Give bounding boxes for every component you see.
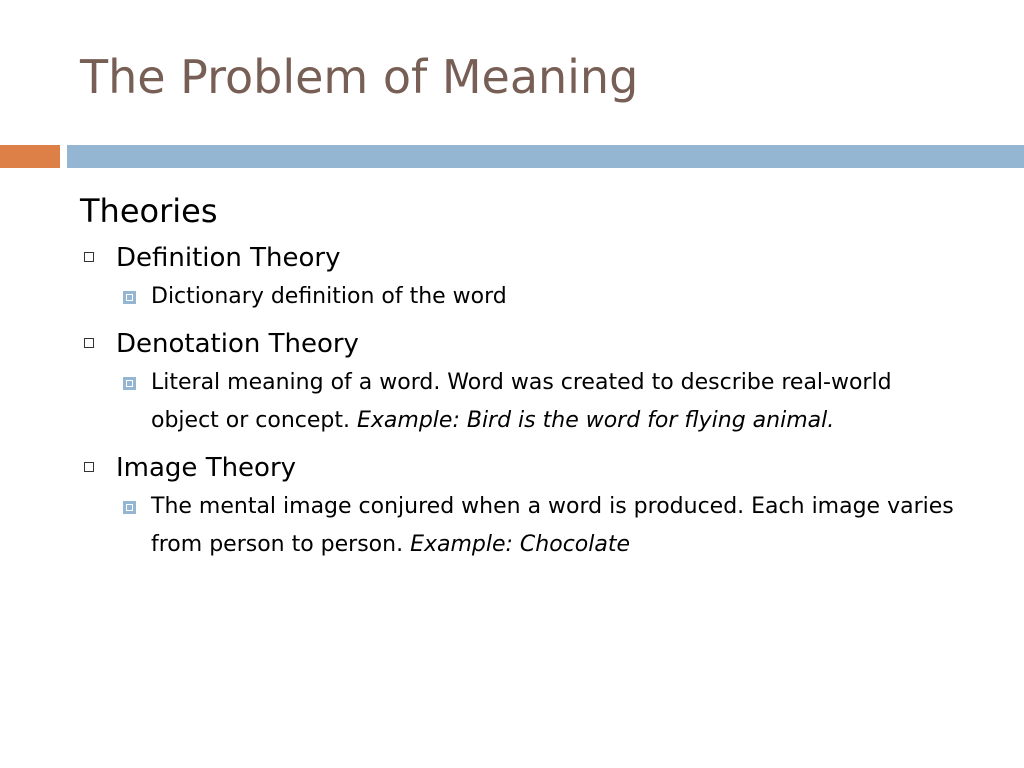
filled-square-bullet-icon [123, 377, 136, 390]
filled-square-bullet-icon [123, 291, 136, 304]
theory-item [80, 240, 960, 316]
theory-example: Example: Bird is the word for flying animal. [357, 408, 835, 434]
bullet-level-1 [80, 326, 960, 362]
slide-body [80, 192, 960, 564]
bullet-level-1 [80, 240, 960, 276]
section-heading: Theories [80, 192, 218, 230]
theory-item [80, 326, 960, 440]
theory-detail: The mental image conjured when a word is produced. Each image varies from person to person. [151, 494, 954, 558]
filled-square-bullet-icon [123, 501, 136, 514]
hollow-square-bullet-icon [84, 252, 94, 262]
bullet-level-1 [80, 450, 960, 486]
theory-label: Image Theory [116, 453, 297, 484]
hollow-square-bullet-icon [84, 462, 94, 472]
bullet-level-2 [80, 278, 960, 316]
header-bar [67, 145, 1024, 168]
accent-bar [0, 145, 60, 168]
bullet-level-2 [80, 364, 960, 440]
theory-label: Denotation Theory [116, 329, 359, 360]
theory-detail: Dictionary definition of the word [151, 284, 507, 310]
bullet-level-2 [80, 488, 960, 564]
theory-example: Example: Chocolate [410, 532, 631, 558]
theory-label: Definition Theory [116, 243, 341, 274]
slide-title: The Problem of Meaning [80, 50, 639, 104]
theory-item [80, 450, 960, 564]
theory-detail: Literal meaning of a word. Word was created to describe real-world object or concept. [151, 370, 892, 434]
hollow-square-bullet-icon [84, 338, 94, 348]
